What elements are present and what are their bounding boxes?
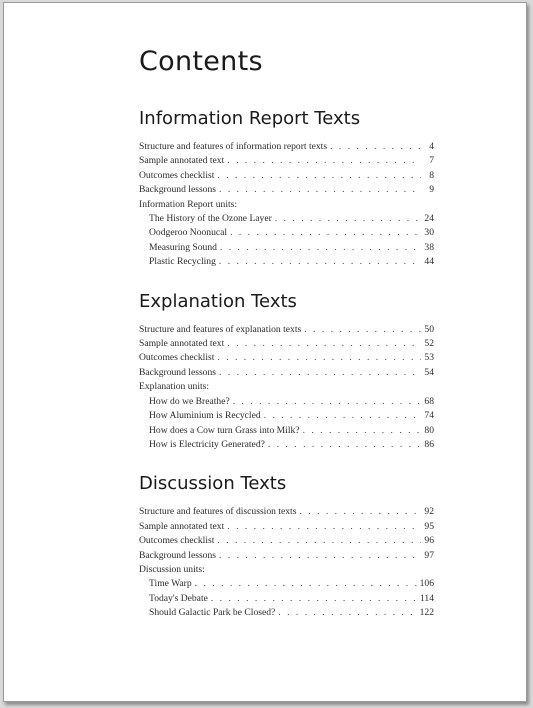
toc-page-number: 114 (419, 592, 434, 604)
toc-entry-label: Background lessons (139, 184, 217, 196)
toc-entry-label: Outcomes checklist (139, 352, 215, 364)
dot-leader (299, 505, 421, 519)
toc-page-number: 54 (424, 366, 434, 378)
dot-leader (304, 323, 421, 337)
document-page (3, 2, 527, 702)
section-discussion (139, 470, 434, 620)
section-heading: Information Report Texts (139, 108, 361, 129)
section-heading: Explanation Texts (139, 290, 297, 312)
dot-leader (217, 351, 421, 365)
toc-entry-label: Discussion units: (139, 563, 205, 575)
toc-entry (139, 395, 434, 409)
dot-leader (303, 424, 421, 438)
toc-entry-label: Time Warp (149, 578, 192, 590)
toc-entry-label: Today's Debate (149, 592, 208, 604)
dot-leader (219, 183, 421, 197)
dot-leader (275, 212, 421, 226)
section-information-report (139, 105, 434, 270)
toc-page-number: 50 (424, 323, 434, 335)
toc-entry (139, 520, 434, 534)
toc-entry-label: Outcomes checklist (139, 535, 215, 547)
toc-page-number: 80 (424, 424, 434, 436)
dot-leader (217, 169, 421, 183)
toc-group-label (139, 198, 434, 212)
toc-list (139, 140, 434, 270)
toc-entry-label: How is Electricity Generated? (149, 438, 265, 450)
toc-entry (139, 226, 434, 240)
toc-entry-label: Measuring Sound (149, 241, 217, 253)
dot-leader (220, 241, 421, 255)
dot-leader (227, 337, 421, 351)
toc-entry-label: Structure and features of discussion texts (139, 506, 297, 518)
toc-entry-label: Plastic Recycling (149, 256, 216, 268)
toc-entry (139, 212, 434, 226)
toc-entry-label: Sample annotated text (139, 520, 225, 532)
dot-leader (219, 255, 421, 269)
toc-entry-label: Oodgeroo Noonucal (149, 227, 228, 239)
toc-page-number: 86 (424, 438, 434, 450)
dot-leader (217, 534, 421, 548)
toc-group-label (139, 563, 434, 577)
toc-entry (139, 140, 434, 154)
toc-entry (139, 424, 434, 438)
dot-leader (219, 366, 421, 380)
toc-page-number: 30 (424, 227, 434, 239)
toc-entry (139, 366, 434, 380)
dot-leader (227, 520, 421, 534)
toc-entry-label: Sample annotated text (139, 338, 225, 350)
toc-page-number: 38 (424, 241, 434, 253)
page-title: Contents (139, 46, 263, 77)
toc-page-number: 68 (424, 395, 434, 407)
toc-list (139, 323, 434, 453)
dot-leader (278, 606, 416, 620)
toc-entry-label: Outcomes checklist (139, 169, 215, 181)
toc-entry (139, 592, 434, 606)
toc-entry-label: How does a Cow turn Grass into Milk? (149, 424, 300, 436)
toc-page-number: 122 (419, 607, 434, 619)
toc-entry (139, 438, 434, 452)
toc-entry-label: Should Galactic Park be Closed? (149, 607, 276, 619)
dot-leader (268, 438, 421, 452)
toc-page-number: 24 (424, 213, 434, 225)
toc-page-number: 96 (424, 535, 434, 547)
toc-entry (139, 169, 434, 183)
toc-group-label (139, 380, 434, 394)
toc-page-number: 97 (424, 549, 434, 561)
dot-leader (230, 226, 421, 240)
section-explanation (139, 288, 434, 453)
toc-page-number: 8 (429, 169, 434, 181)
toc-entry-label: How Aluminium is Recycled (149, 410, 261, 422)
toc-entry-label: Sample annotated text (139, 155, 225, 167)
section-heading: Discussion Texts (139, 473, 287, 495)
toc-entry-label: Background lessons (139, 366, 217, 378)
toc-page-number: 53 (424, 352, 434, 364)
toc-page-number: 44 (424, 256, 434, 268)
toc-entry (139, 577, 434, 591)
toc-page-number: 92 (424, 506, 434, 518)
toc-entry (139, 351, 434, 365)
toc-page-number: 9 (429, 184, 434, 196)
dot-leader (219, 549, 421, 563)
toc-entry-label: Information Report units: (139, 198, 238, 210)
toc-entry (139, 183, 434, 197)
toc-entry-label: Background lessons (139, 549, 217, 561)
toc-entry (139, 505, 434, 519)
toc-list (139, 505, 434, 620)
toc-page-number: 74 (424, 410, 434, 422)
toc-entry-label: Structure and features of explanation texts (139, 323, 302, 335)
toc-entry (139, 241, 434, 255)
toc-entry-label: Explanation units: (139, 381, 210, 393)
toc-page-number: 95 (424, 520, 434, 532)
dot-leader (211, 592, 417, 606)
toc-entry (139, 255, 434, 269)
dot-leader (264, 409, 421, 423)
toc-entry (139, 534, 434, 548)
dot-leader (330, 140, 421, 154)
toc-entry (139, 606, 434, 620)
toc-entry (139, 323, 434, 337)
toc-page-number: 4 (429, 141, 434, 152)
toc-entry-label: The History of the Ozone Layer (149, 213, 272, 225)
toc-page-number: 52 (424, 338, 434, 350)
toc-entry (139, 154, 434, 168)
toc-page-number: 106 (419, 578, 434, 590)
toc-entry-label: Structure and features of information report texts (139, 141, 328, 152)
dot-leader (233, 395, 421, 409)
contents-body (139, 43, 434, 639)
dot-leader (195, 577, 417, 591)
toc-entry-label: How do we Breathe? (149, 395, 230, 407)
toc-entry (139, 409, 434, 423)
dot-leader (227, 154, 421, 168)
toc-entry (139, 549, 434, 563)
toc-page-number: 7 (429, 155, 434, 167)
toc-entry (139, 337, 434, 351)
